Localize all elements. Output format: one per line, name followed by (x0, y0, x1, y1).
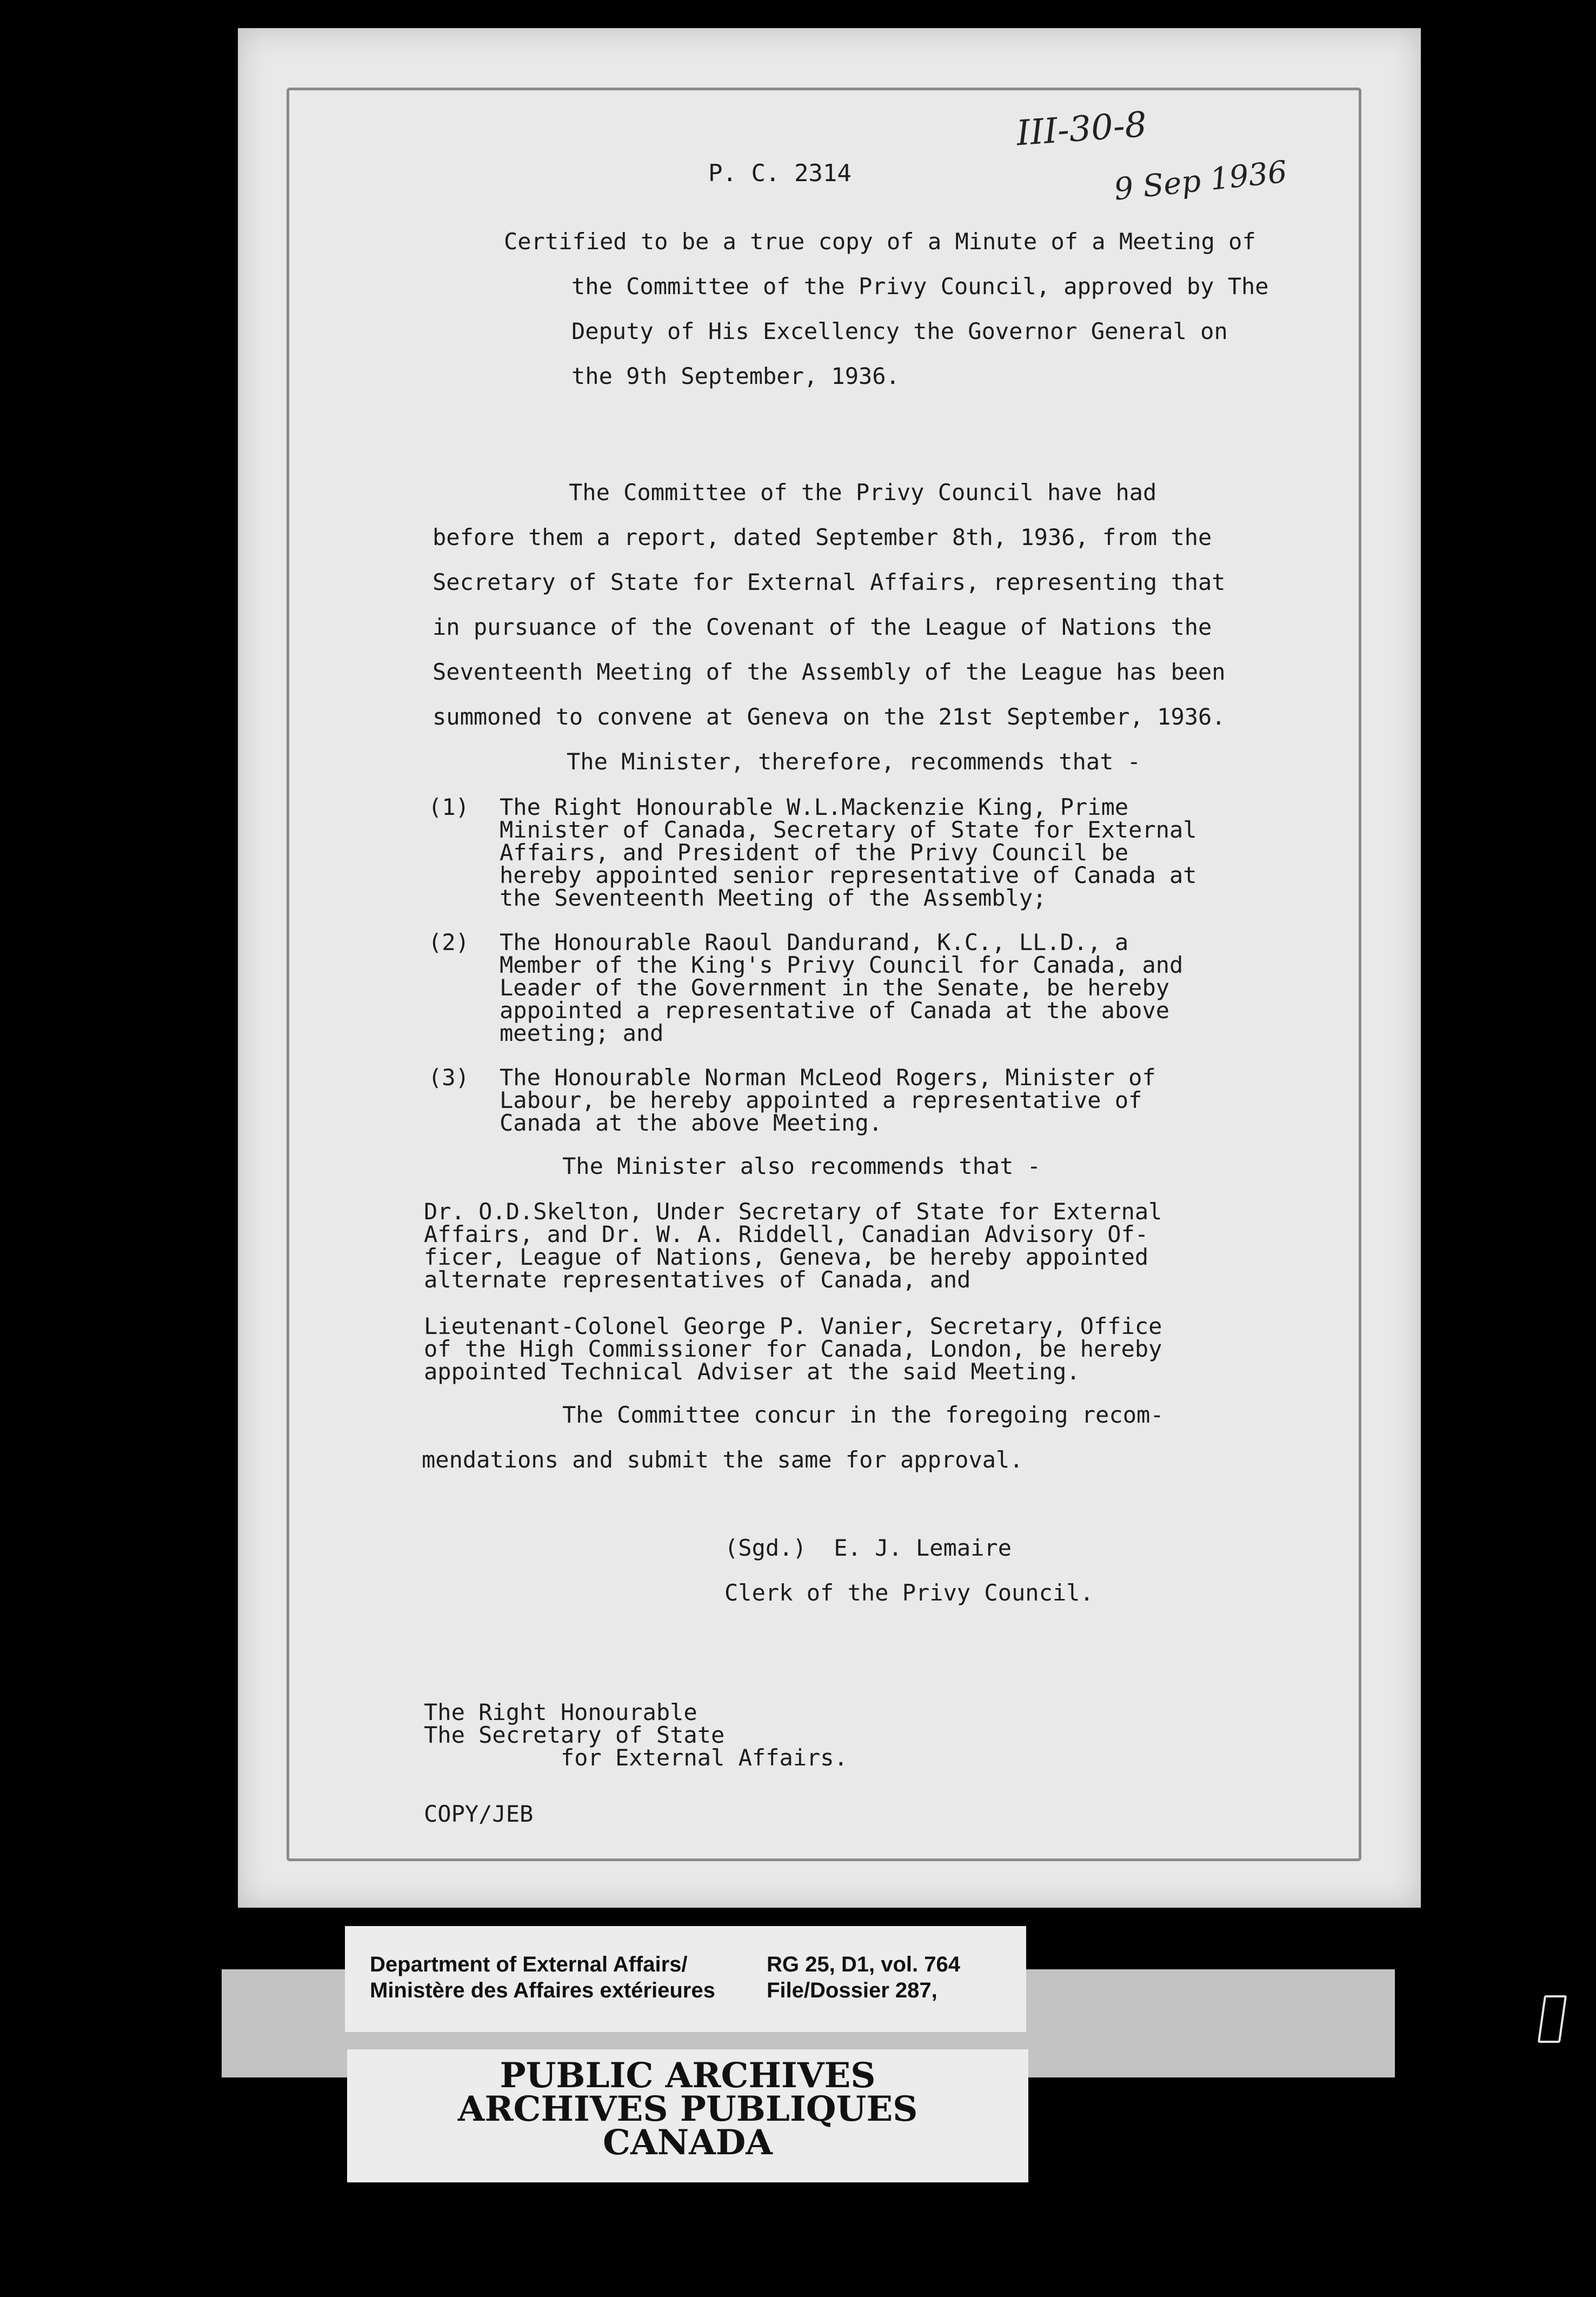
adviser-line: appointed Technical Adviser at the said Meeting. (424, 1358, 1080, 1385)
file-number: File/Dossier 287, (767, 1979, 937, 2002)
addressee-line: The Right Honourable (424, 1699, 697, 1725)
record-group: RG 25, D1, vol. 764 (767, 1953, 960, 1976)
item-line: hereby appointed senior representative of Canada at (500, 862, 1197, 888)
archive-label (345, 1926, 1026, 2032)
item-number: (2) (428, 929, 469, 955)
also-recommends: The Minister also recommends that - (562, 1153, 1041, 1179)
body-line: before them a report, dated September 8th, 1936, from the (433, 524, 1212, 550)
archive-stamp-card (347, 2049, 1028, 2182)
concur-line: The Committee concur in the foregoing recom- (562, 1402, 1164, 1428)
body-line: Secretary of State for External Affairs, representing that (433, 569, 1226, 595)
adviser-line: Lieutenant-Colonel George P. Vanier, Secretary, Office (424, 1313, 1162, 1339)
signature-title: Clerk of the Privy Council. (724, 1579, 1094, 1606)
alternates-line: Dr. O.D.Skelton, Under Secretary of State for External (424, 1198, 1162, 1225)
alternates-line: alternate representatives of Canada, and (424, 1266, 971, 1293)
certification-line: the Committee of the Privy Council, approved by The (571, 273, 1269, 300)
signature-line: (Sgd.) E. J. Lemaire (724, 1535, 1012, 1561)
film-frame-mark (1538, 1995, 1567, 2043)
copy-note: COPY/JEB (424, 1801, 534, 1827)
addressee-line: The Secretary of State (424, 1722, 725, 1748)
department-en: Department of External Affairs/ (370, 1953, 688, 1976)
item-line: appointed a representative of Canada at the above (500, 997, 1170, 1024)
certification-line: Certified to be a true copy of a Minute of a Meeting of (504, 228, 1256, 255)
stamp-line: CANADA (603, 2122, 773, 2163)
item-line: Canada at the above Meeting. (500, 1110, 883, 1136)
item-line: Leader of the Government in the Senate, be hereby (500, 974, 1170, 1001)
order-number: P. C. 2314 (708, 160, 852, 187)
item-line: The Honourable Raoul Dandurand, K.C., LL.D., a (500, 929, 1129, 955)
item-line: the Seventeenth Meeting of the Assembly; (500, 885, 1047, 911)
certification-line: the 9th September, 1936. (571, 363, 900, 389)
item-line: Affairs, and President of the Privy Council be (500, 839, 1129, 866)
certification-line: Deputy of His Excellency the Governor General on (571, 318, 1228, 344)
item-number: (3) (428, 1064, 469, 1091)
document-page (238, 28, 1421, 1908)
stamp-line: ARCHIVES PUBLIQUES (457, 2089, 918, 2129)
body-line: The Committee of the Privy Council have had (569, 479, 1157, 506)
item-line: Labour, be hereby appointed a representative of (500, 1087, 1142, 1113)
recommends-intro: The Minister, therefore, recommends that - (567, 748, 1141, 775)
body-line: in pursuance of the Covenant of the League of Nations the (433, 614, 1212, 640)
item-line: The Honourable Norman McLeod Rogers, Minister of (500, 1064, 1156, 1091)
item-line: meeting; and (500, 1020, 664, 1046)
concur-line: mendations and submit the same for approval. (422, 1446, 1023, 1473)
alternates-line: Affairs, and Dr. W. A. Riddell, Canadian Advisory Of- (424, 1221, 1149, 1247)
adviser-line: of the High Commissioner for Canada, London, be hereby (424, 1336, 1162, 1362)
body-line: Seventeenth Meeting of the Assembly of the League has been (433, 659, 1226, 685)
alternates-line: ficer, League of Nations, Geneva, be hereby appointed (424, 1244, 1149, 1270)
item-number: (1) (428, 794, 469, 820)
body-line: summoned to convene at Geneva on the 21st September, 1936. (433, 703, 1226, 730)
item-line: Minister of Canada, Secretary of State for External (500, 816, 1197, 843)
item-line: The Right Honourable W.L.Mackenzie King, Prime (500, 794, 1129, 820)
item-line: Member of the King's Privy Council for Canada, and (500, 952, 1183, 978)
handwritten-reference: III-30-8 (1015, 104, 1148, 154)
handwritten-date: 9 Sep 1936 (1112, 154, 1289, 208)
stamp-line: PUBLIC ARCHIVES (500, 2055, 876, 2096)
department-fr: Ministère des Affaires extérieures (370, 1979, 715, 2002)
addressee-line: for External Affairs. (424, 1744, 848, 1771)
